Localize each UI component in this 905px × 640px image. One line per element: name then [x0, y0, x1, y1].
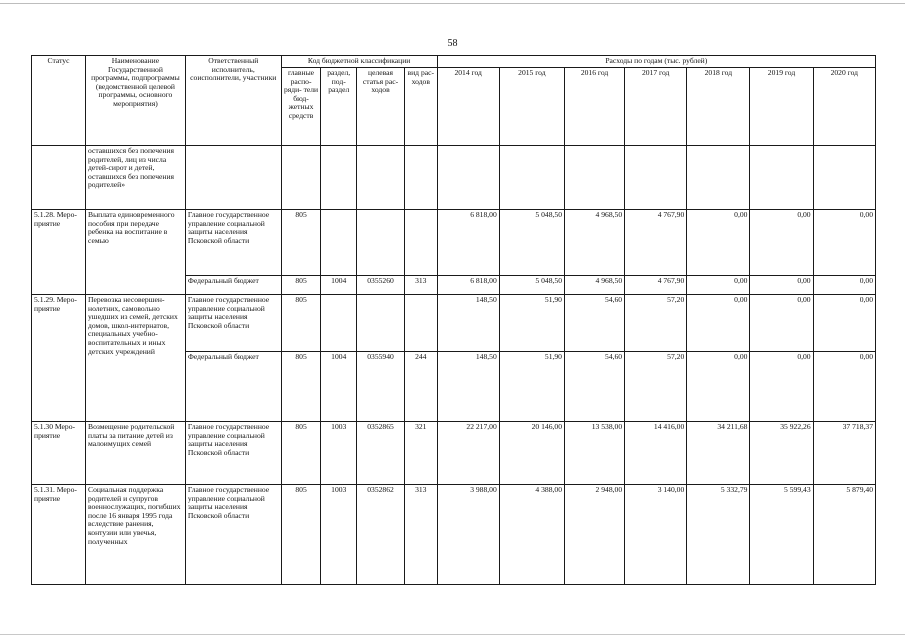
- status-cell: 5.1.31. Меро- приятие: [32, 485, 86, 585]
- value-cell: 0,00: [687, 352, 750, 422]
- csr-cell: 0355940: [357, 352, 405, 422]
- value-cell: 3 988,00: [437, 485, 499, 585]
- grbs-cell: 805: [281, 295, 321, 352]
- header-csr: целевая статья рас- ходов: [357, 68, 405, 146]
- value-cell: 57,20: [625, 352, 687, 422]
- header-vr: вид рас- ходов: [404, 68, 437, 146]
- header-grbs: главные распо- ряди- тели бюд- жетных средств: [281, 68, 321, 146]
- name-cell: Социальная поддержка родителей и супругов военнослужащих, погибших после 16 января 1995 года вследствие ранения, контузии или увечья, полученных: [86, 485, 186, 585]
- value-cell: 0,00: [687, 295, 750, 352]
- value-cell: 13 538,00: [564, 422, 624, 485]
- name-cell: Возмещение родительской платы за питание детей из малоимущих семей: [86, 422, 186, 485]
- header-responsible: Ответственный исполнитель, соисполнители, участники: [185, 56, 281, 146]
- value-cell: 5 879,40: [813, 485, 875, 585]
- table-row: [32, 485, 876, 585]
- rzpr-cell: 1004: [321, 352, 357, 422]
- value-cell: 0,00: [813, 210, 875, 276]
- vr-cell: 313: [404, 276, 437, 295]
- header-year-2014: 2014 год: [437, 68, 499, 146]
- budget-table: [31, 55, 876, 585]
- rzpr-cell: [321, 295, 357, 352]
- value-cell: 5 599,43: [750, 485, 813, 585]
- grbs-cell: 805: [281, 210, 321, 276]
- table-row: [32, 422, 876, 485]
- continuation-row: [32, 146, 876, 210]
- csr-cell: [357, 210, 405, 276]
- rzpr-cell: 1004: [321, 276, 357, 295]
- header-year-2016: 2016 год: [564, 68, 624, 146]
- header-rzpr: раздел, под- раздел: [321, 68, 357, 146]
- responsible-cell: Главное государственное управление социальной защиты населения Псковской области: [185, 422, 281, 485]
- value-cell: 37 718,37: [813, 422, 875, 485]
- value-cell: 0,00: [813, 352, 875, 422]
- value-cell: 5 048,50: [499, 210, 564, 276]
- name-cell: Перевозка несовершен- нолетних, самовольно ушедших из семей, детских домов, школ-интернатов, специальных учебно- воспитательных и иных детских учреждений: [86, 295, 186, 422]
- value-cell: 148,50: [437, 352, 499, 422]
- csr-cell: 0352865: [357, 422, 405, 485]
- value-cell: 148,50: [437, 295, 499, 352]
- value-cell: 4 767,90: [625, 210, 687, 276]
- header-budget-code: Код бюджетной классификации: [281, 56, 437, 68]
- value-cell: 54,60: [564, 295, 624, 352]
- header-name: Наименование Государственной программы, подпрограммы (ведомственной целевой программы, основного мероприятия): [86, 56, 186, 146]
- table-row: [32, 295, 876, 352]
- value-cell: 4 968,50: [564, 210, 624, 276]
- responsible-cell: Федеральный бюджет: [185, 352, 281, 422]
- value-cell: 0,00: [750, 210, 813, 276]
- value-cell: 3 140,00: [625, 485, 687, 585]
- vr-cell: 244: [404, 352, 437, 422]
- page-number: 58: [447, 38, 458, 49]
- value-cell: 22 217,00: [437, 422, 499, 485]
- status-cell: 5.1.28. Меро- приятие: [32, 210, 86, 295]
- value-cell: 0,00: [687, 276, 750, 295]
- header-year-2020: 2020 год: [813, 68, 875, 146]
- value-cell: 14 416,00: [625, 422, 687, 485]
- header-year-2019: 2019 год: [750, 68, 813, 146]
- value-cell: 2 948,00: [564, 485, 624, 585]
- responsible-cell: Федеральный бюджет: [185, 276, 281, 295]
- value-cell: 35 922,26: [750, 422, 813, 485]
- value-cell: 0,00: [687, 210, 750, 276]
- status-cell: 5.1.30 Меро- приятие: [32, 422, 86, 485]
- scan-edge-bottom: [0, 634, 905, 635]
- value-cell: 57,20: [625, 295, 687, 352]
- rzpr-cell: 1003: [321, 422, 357, 485]
- scan-edge-top: [0, 3, 905, 4]
- grbs-cell: 805: [281, 422, 321, 485]
- continuation-status-cell: [32, 146, 86, 210]
- value-cell: 0,00: [813, 295, 875, 352]
- value-cell: 4 767,90: [625, 276, 687, 295]
- grbs-cell: 805: [281, 276, 321, 295]
- header-year-2017: 2017 год: [625, 68, 687, 146]
- value-cell: 5 048,50: [499, 276, 564, 295]
- status-cell: 5.1.29. Меро- приятие: [32, 295, 86, 422]
- continuation-text: оставшихся без попечения родителей, лиц из числа детей-сирот и детей, оставшихся без попечения родителей»: [86, 146, 186, 210]
- value-cell: 5 332,79: [687, 485, 750, 585]
- vr-cell: 313: [404, 485, 437, 585]
- header-year-2018: 2018 год: [687, 68, 750, 146]
- header-year-2015: 2015 год: [499, 68, 564, 146]
- csr-cell: 0352862: [357, 485, 405, 585]
- header-status: Статус: [32, 56, 86, 146]
- csr-cell: 0355260: [357, 276, 405, 295]
- value-cell: 20 146,00: [499, 422, 564, 485]
- responsible-cell: Главное государственное управление социальной защиты населения Псковской области: [185, 485, 281, 585]
- responsible-cell: Главное государственное управление социальной защиты населения Псковской области: [185, 295, 281, 352]
- value-cell: 4 388,00: [499, 485, 564, 585]
- name-cell: Выплата единовременного пособия при передаче ребенка на воспитание в семью: [86, 210, 186, 295]
- grbs-cell: 805: [281, 485, 321, 585]
- rzpr-cell: [321, 210, 357, 276]
- grbs-cell: 805: [281, 352, 321, 422]
- vr-cell: [404, 295, 437, 352]
- vr-cell: 321: [404, 422, 437, 485]
- value-cell: 34 211,68: [687, 422, 750, 485]
- header-expenses: Расходы по годам (тыс. рублей): [437, 56, 875, 68]
- value-cell: 0,00: [750, 352, 813, 422]
- vr-cell: [404, 210, 437, 276]
- value-cell: 54,60: [564, 352, 624, 422]
- value-cell: 51,90: [499, 295, 564, 352]
- responsible-cell: Главное государственное управление социальной защиты населения Псковской области: [185, 210, 281, 276]
- value-cell: 4 968,50: [564, 276, 624, 295]
- value-cell: 51,90: [499, 352, 564, 422]
- csr-cell: [357, 295, 405, 352]
- value-cell: 6 818,00: [437, 276, 499, 295]
- rzpr-cell: 1003: [321, 485, 357, 585]
- value-cell: 6 818,00: [437, 210, 499, 276]
- value-cell: 0,00: [750, 295, 813, 352]
- table-row: [32, 210, 876, 276]
- value-cell: 0,00: [813, 276, 875, 295]
- value-cell: 0,00: [750, 276, 813, 295]
